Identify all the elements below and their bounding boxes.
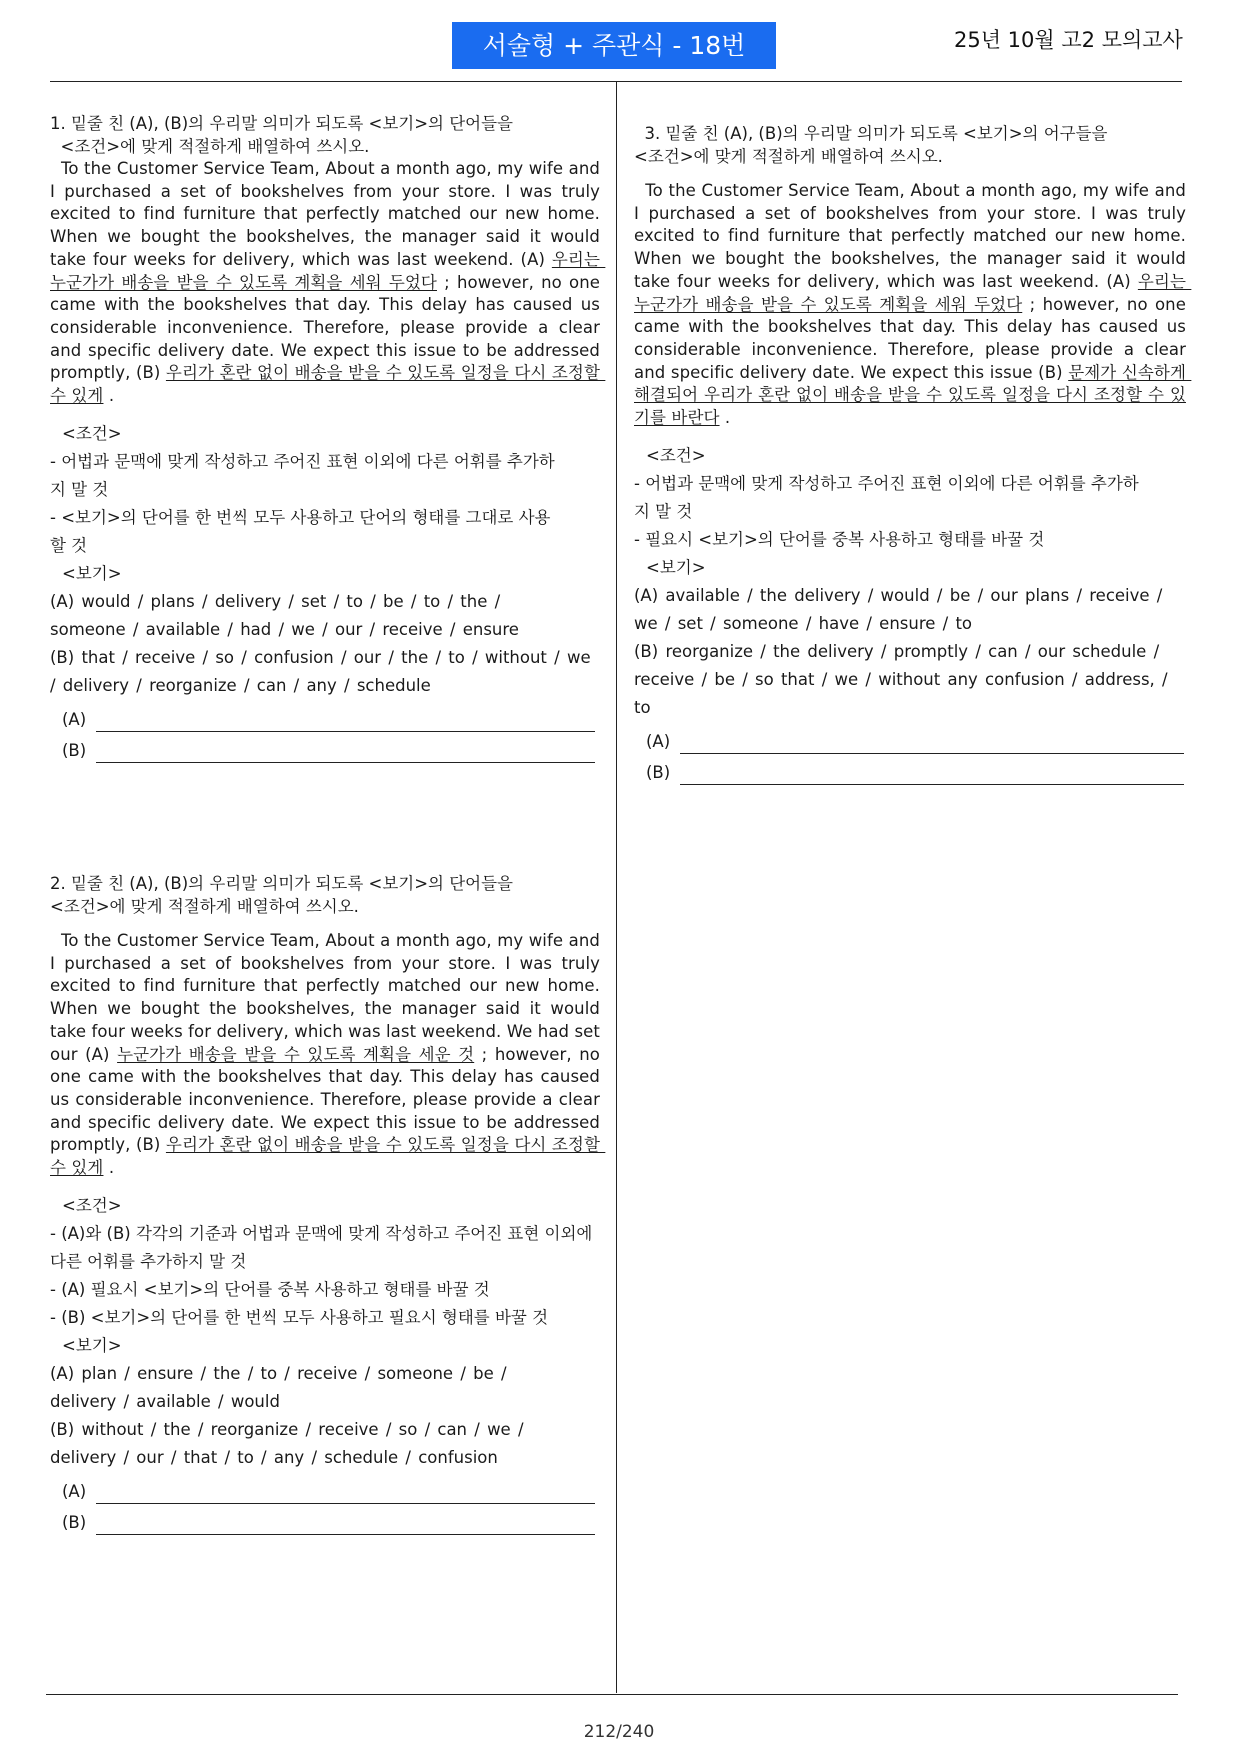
answer-row-b [50,739,595,770]
passage-text: To the Customer Service Team, About a month ago, my wife and I purchased a set of bookshelves from your store. I was truly excited to find furniture that perfectly matched our new home. When we bought the bookshelves, the manager said it would take four weeks for delivery, which was last weekend. We had set our (A) [50,931,606,1064]
answer-label: (B) [62,740,87,760]
word-box-title: <보기> [62,1335,122,1355]
conditions-title: <조건> [646,445,706,465]
question-3 [634,122,1192,792]
answer-line-a[interactable] [96,1503,595,1505]
question-instruction: <조건>에 맞게 적절하게 배열하여 쓰시오. [634,147,943,166]
answer-row-b [634,761,1184,792]
conditions-title: <조건> [62,1195,122,1215]
page-number: 212/240 [583,1722,655,1742]
underlined-a: 우리는 누군가가 배송을 받을 수 있도록 계획을 세워 두었다 [50,249,606,292]
passage-text: ; however, no one came with the bookshelves that day. This delay has caused us considerable inconvenience. Therefore, please provide a clear and specific delivery date. We expect this issue to be addressed promptly, (B) [50,272,606,383]
section-badge: 서술형 + 주관식 - 18번 [452,22,776,69]
question-instruction: <조건>에 맞게 적절하게 배열하여 쓰시오. [50,137,370,156]
answer-label: (A) [646,731,671,751]
exam-title: 25년 10월 고2 모의고사 [954,28,1183,52]
underlined-a: 누군가가 배송을 받을 수 있도록 계획을 세운 것 [117,1044,475,1064]
condition-item: - 어법과 문맥에 맞게 작성하고 주어진 표현 이외에 다른 어휘를 추가하지 말 것 [50,451,555,499]
underlined-b: 우리가 혼란 없이 배송을 받을 수 있도록 일정을 다시 조정할 수 있게 [50,363,606,406]
passage-text: . [103,386,115,406]
underlined-a: 우리는 누군가가 배송을 받을 수 있도록 계획을 세워 두었다 [634,271,1192,314]
answer-label: (A) [62,1481,87,1501]
word-box-title: <보기> [646,557,706,577]
question-instruction: 3. 밑줄 친 (A), (B)의 우리말 의미가 되도록 <보기>의 어구들을 [634,124,1108,143]
passage-text: . [103,1158,115,1178]
passage-text: . [719,408,731,428]
word-list-b: (B) reorganize / the delivery / promptly / can / our schedule / receive / be / so that / we / without any confusion / address, / to [634,641,1168,717]
passage-text: ; however, no one came with the bookshelves that day. This delay has caused us considerable inconvenience. Therefore, please provide a clear and specific delivery date. We expect this issue (B) [634,294,1192,382]
answer-label: (B) [62,1512,87,1532]
passage-text: To the Customer Service Team, About a month ago, my wife and I purchased a set of bookshelves from your store. I was truly excited to find furniture that perfectly matched our new home. When we bought the bookshelves, the manager said it would take four weeks for delivery, which was last weekend. (A) [50,159,606,269]
question-1 [50,112,606,770]
answer-line-b[interactable] [680,784,1184,786]
answer-row-a [50,1480,595,1511]
answer-row-a [50,708,595,739]
answer-row-a [634,730,1184,761]
answer-row-b [50,1511,595,1542]
question-instruction: 1. 밑줄 친 (A), (B)의 우리말 의미가 되도록 <보기>의 단어들을 [50,114,513,133]
answer-label: (B) [646,762,671,782]
answer-line-a[interactable] [96,731,595,733]
bottom-divider [46,1694,1178,1695]
condition-item: - (B) <보기>의 단어를 한 번씩 모두 사용하고 필요시 형태를 바꿀 것 [50,1307,549,1327]
answer-line-a[interactable] [680,753,1184,755]
condition-item: - 필요시 <보기>의 단어를 중복 사용하고 형태를 바꿀 것 [634,529,1045,549]
condition-item: - (A)와 (B) 각각의 기준과 어법과 문맥에 맞게 작성하고 주어진 표현 이외에 다른 어휘를 추가하지 말 것 [50,1223,593,1271]
word-list-a: (A) available / the delivery / would / be / our plans / receive / we / set / someone / have / ensure / to [634,585,1163,633]
question-2 [50,872,606,1542]
condition-item: - <보기>의 단어를 한 번씩 모두 사용하고 단어의 형태를 그대로 사용할 것 [50,507,551,555]
answer-line-b[interactable] [96,1534,595,1536]
underlined-b: 우리가 혼란 없이 배송을 받을 수 있도록 일정을 다시 조정할 수 있게 [50,1135,606,1178]
passage [50,930,606,1180]
word-box-title: <보기> [62,563,122,583]
condition-item: - 어법과 문맥에 맞게 작성하고 주어진 표현 이외에 다른 어휘를 추가하지 말 것 [634,473,1139,521]
word-list-b: (B) that / receive / so / confusion / our / the / to / without / we / delivery / reorganize / can / any / schedule [50,647,591,695]
column-divider [616,81,617,1693]
question-instruction: <조건>에 맞게 적절하게 배열하여 쓰시오. [50,897,359,916]
word-list-b: (B) without / the / reorganize / receive / so / can / we / delivery / our / that / to / any / schedule / confusion [50,1419,524,1467]
condition-item: - (A) 필요시 <보기>의 단어를 중복 사용하고 형태를 바꿀 것 [50,1279,490,1299]
conditions-title: <조건> [62,423,122,443]
word-list-a: (A) plan / ensure / the / to / receive / someone / be / delivery / available / would [50,1363,507,1411]
answer-line-b[interactable] [96,762,595,764]
passage-text: To the Customer Service Team, About a month ago, my wife and I purchased a set of bookshelves from your store. I was truly excited to find furniture that perfectly matched our new home. When we bought the bookshelves, the manager said it would take four weeks for delivery, which was last weekend. (A) [634,181,1192,291]
word-list-a: (A) would / plans / delivery / set / to / be / to / the / someone / available / had / we / our / receive / ensure [50,591,519,639]
answer-label: (A) [62,709,87,729]
passage [634,180,1192,430]
underlined-b: 문제가 신속하게 해결되어 우리가 혼란 없이 배송을 받을 수 있도록 일정을 다시 조정할 수 있기를 바란다 [634,362,1192,428]
question-instruction: 2. 밑줄 친 (A), (B)의 우리말 의미가 되도록 <보기>의 단어들을 [50,874,513,893]
passage-text: ; however, no one came with the bookshelves that day. This delay has caused us considerable inconvenience. Therefore, please provide a clear and specific delivery date. We expect this issue to be addressed promptly, (B) [50,1044,606,1155]
passage [50,158,606,408]
